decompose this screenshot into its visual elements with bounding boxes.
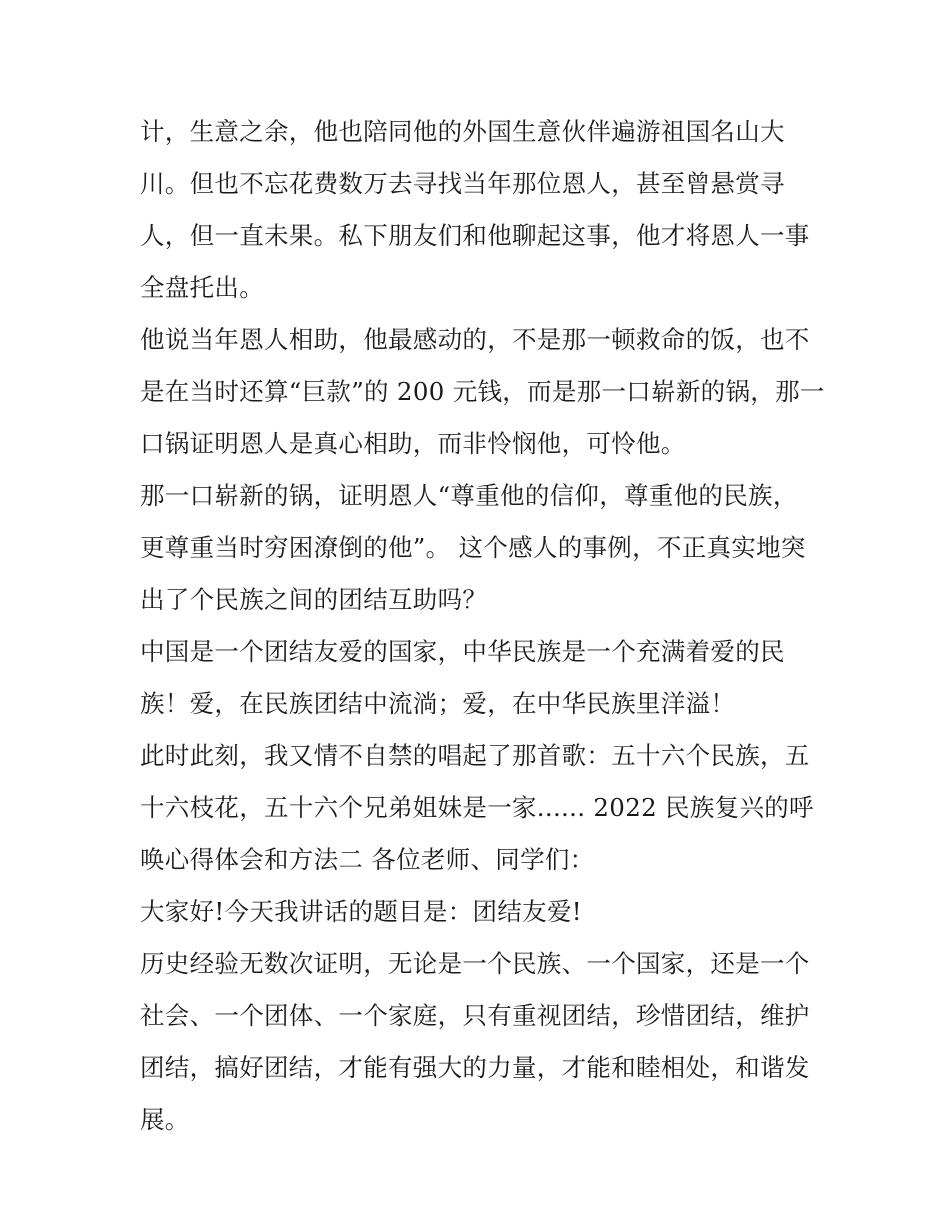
text-line: 唤心得体会和方法二 各位老师、同学们： — [140, 845, 595, 874]
text-line: 是在当时还算“巨款”的 200 元钱，而是那一口崭新的锅，那一 — [140, 377, 825, 406]
text-line: 此时此刻，我又情不自禁的唱起了那首歌：五十六个民族，五 — [140, 741, 810, 770]
text-line: 族！爱，在民族团结中流淌；爱，在中华民族里洋溢！ — [140, 689, 736, 718]
text-line: 展。 — [140, 1105, 190, 1134]
document-body — [140, 106, 825, 1146]
text-line: 口锅证明恩人是真心相助，而非怜悯他，可怜他。 — [140, 429, 686, 458]
text-line: 人，但一直未果。私下朋友们和他聊起这事，他才将恩人一事 — [140, 221, 810, 250]
text-line: 出了个民族之间的团结互助吗？ — [140, 585, 488, 614]
text-line: 大家好!今天我讲话的题目是：团结友爱! — [140, 897, 582, 926]
text-line: 更尊重当时穷困潦倒的他”。 这个感人的事例，不正真实地突 — [140, 533, 806, 562]
text-line: 全盘托出。 — [140, 273, 264, 302]
text-line: 中国是一个团结友爱的国家，中华民族是一个充满着爱的民 — [140, 637, 785, 666]
text-line: 川。但也不忘花费数万去寻找当年那位恩人，甚至曾悬赏寻 — [140, 169, 785, 198]
text-line: 计，生意之余，他也陪同他的外国生意伙伴遍游祖国名山大 — [140, 117, 785, 146]
text-line: 团结，搞好团结，才能有强大的力量，才能和睦相处，和谐发 — [140, 1053, 810, 1082]
text-line: 那一口崭新的锅，证明恩人“尊重他的信仰，尊重他的民族， — [140, 481, 798, 510]
text-line: 历史经验无数次证明，无论是一个民族、一个国家，还是一个 — [140, 949, 810, 978]
text-line: 他说当年恩人相助，他最感动的，不是那一顿救命的饭，也不 — [140, 325, 810, 354]
text-line: 社会、一个团体、一个家庭，只有重视团结，珍惜团结，维护 — [140, 1001, 810, 1030]
text-line: 十六枝花，五十六个兄弟姐妹是一家...... 2022 民族复兴的呼 — [140, 793, 814, 822]
